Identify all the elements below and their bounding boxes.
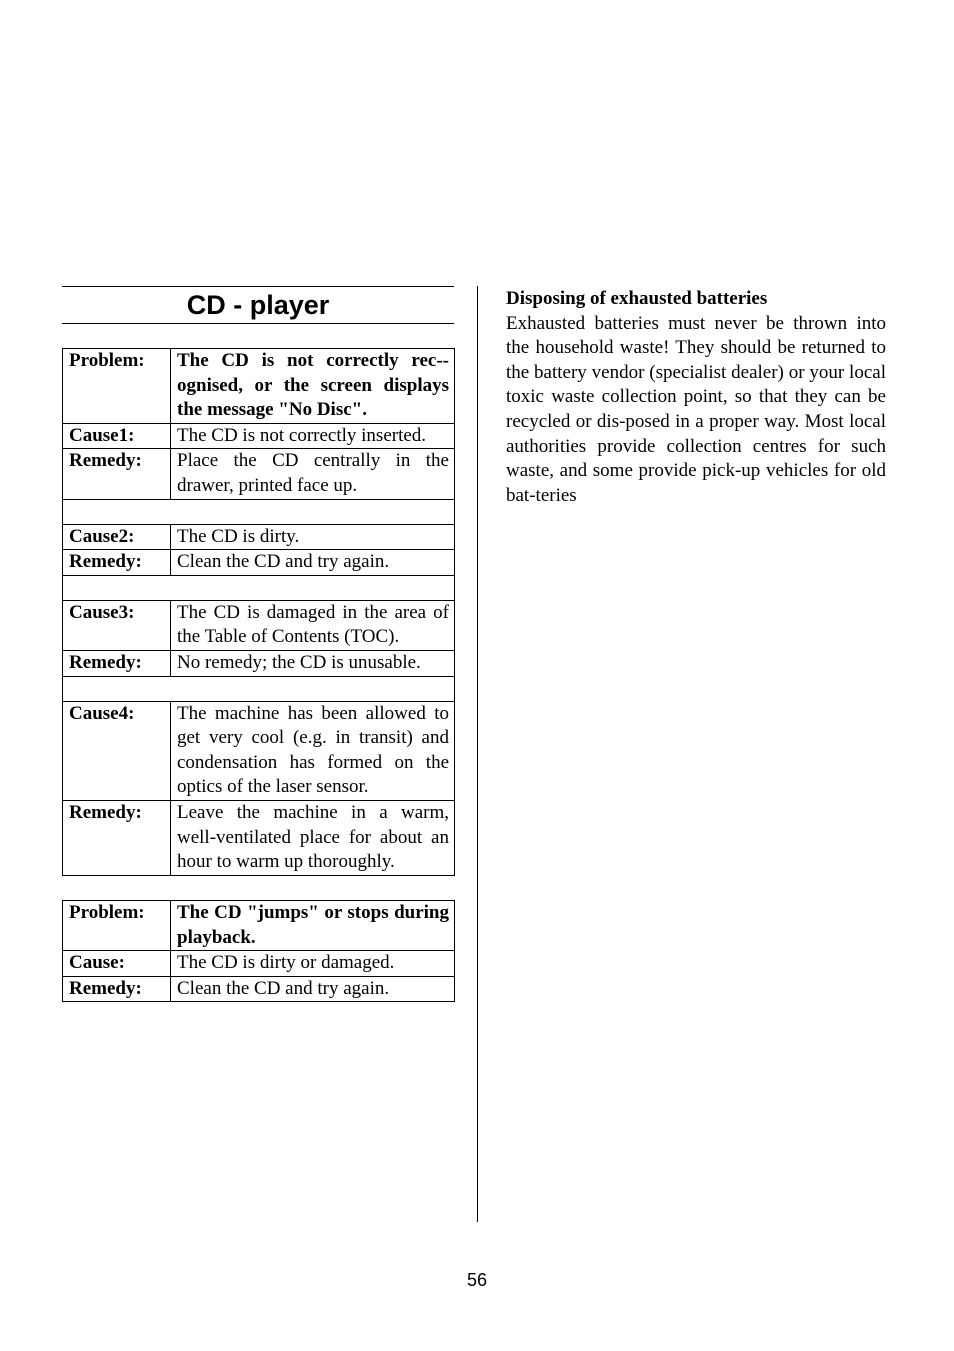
table-spacer-row: [63, 499, 455, 524]
troubleshooting-table-jumps: [62, 900, 455, 1002]
problem-label: Problem:: [63, 901, 171, 951]
cause-text: The machine has been allowed to get very cool (e.g. in transit) and condensation has formed on the optics of the laser sensor.: [171, 701, 455, 800]
table-row: [63, 701, 455, 800]
cause-text: The CD is not correctly inserted.: [171, 423, 455, 449]
table-row: [63, 600, 455, 650]
table-row: [63, 550, 455, 576]
cause-text: The CD is dirty or damaged.: [171, 951, 455, 977]
table-row: [63, 650, 455, 676]
page-title: CD - player: [186, 290, 330, 320]
page-number: 56: [466, 1270, 488, 1290]
remedy-text: Clean the CD and try again.: [171, 976, 455, 1002]
remedy-label: Remedy:: [63, 650, 171, 676]
table-row: [63, 349, 455, 424]
remedy-text: No remedy; the CD is unusable.: [171, 650, 455, 676]
batteries-body: Exhausted batteries must never be thrown into the household waste! They should be returned to the battery vendor (specialist dealer) or your local toxic waste collection point, so that they can be recycled or dis-posed in a proper way. Most local authorities provide collection centres for such waste, and some provide pick-up vehicles for old bat-teries: [506, 312, 886, 506]
remedy-label: Remedy:: [63, 976, 171, 1002]
cause-label: Cause4:: [63, 701, 171, 800]
troubleshooting-table-no-disc: [62, 348, 455, 876]
column-divider: [477, 286, 478, 1222]
cause-text: The CD is damaged in the area of the Table of Contents (TOC).: [171, 600, 455, 650]
table-row: [63, 449, 455, 499]
table-row: [63, 901, 455, 951]
problem-label: Problem:: [63, 349, 171, 424]
cause-label: Cause2:: [63, 524, 171, 550]
batteries-section: [506, 287, 886, 508]
remedy-label: Remedy:: [63, 550, 171, 576]
cause-label: Cause:: [63, 951, 171, 977]
table-row: [63, 524, 455, 550]
remedy-text: Leave the machine in a warm, well-ventilated place for about an hour to warm up thoroughly.: [171, 800, 455, 875]
cause-label: Cause1:: [63, 423, 171, 449]
cause-label: Cause3:: [63, 600, 171, 650]
remedy-label: Remedy:: [63, 449, 171, 499]
table-row: [63, 423, 455, 449]
remedy-text: Place the CD centrally in the drawer, printed face up.: [171, 449, 455, 499]
remedy-label: Remedy:: [63, 800, 171, 875]
batteries-heading: Disposing of exhausted batteries: [506, 288, 768, 309]
table-spacer-row: [63, 575, 455, 600]
cause-text: The CD is dirty.: [171, 524, 455, 550]
table-row: [63, 951, 455, 977]
remedy-text: Clean the CD and try again.: [171, 550, 455, 576]
problem-text: The CD "jumps" or stops during playback.: [171, 901, 455, 951]
section-title-block: [62, 286, 454, 324]
table-row: [63, 800, 455, 875]
table-row: [63, 976, 455, 1002]
table-spacer-row: [63, 676, 455, 701]
problem-text: The CD is not correctly rec-ognised, or the screen displays the message "No Disc".: [171, 349, 455, 424]
